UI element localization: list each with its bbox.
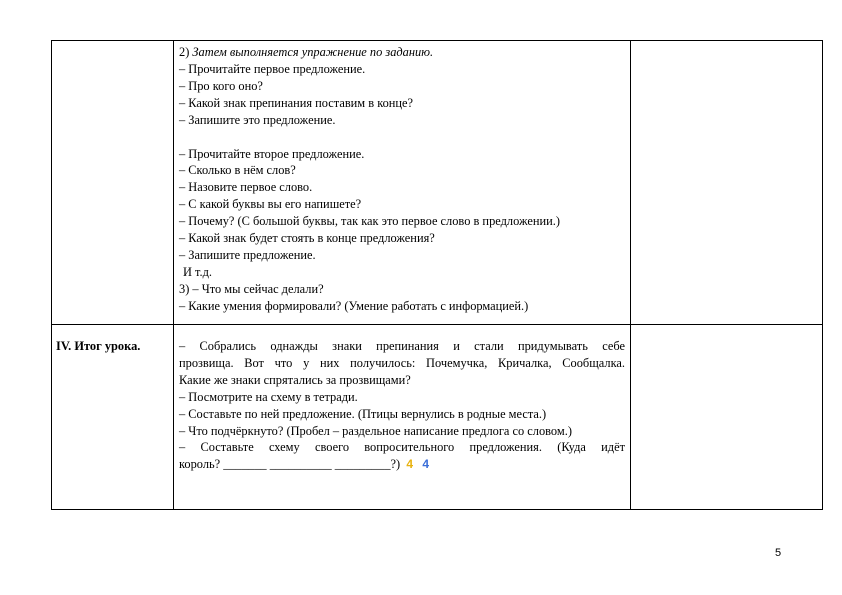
badge-yellow: 4: [406, 457, 414, 472]
teacher-activity-cell: [174, 41, 631, 325]
question-line: – Какой знак будет стоять в конце предложения?: [179, 231, 435, 246]
schema-line: [179, 456, 625, 473]
teacher-activity-cell: [174, 325, 631, 510]
lesson-plan-table: [51, 40, 823, 510]
paragraph-line: – Собрались однажды знаки препинания и стали придумывать себе: [179, 339, 625, 353]
question-line: – Сколько в нём слов?: [179, 163, 296, 178]
stage-cell: [52, 41, 174, 325]
notes-cell: [631, 325, 823, 510]
schema-text: король? _______ __________ _________?): [179, 457, 401, 472]
question-line: – Запишите предложение.: [179, 247, 316, 262]
question-line: – С какой буквы вы его напишете?: [179, 197, 362, 212]
table-row: [52, 325, 823, 510]
paragraph-line: прозвища. Вот что у них получилось: Почемучка, Кричалка, Сообщалка.: [179, 355, 625, 370]
paragraph-gap: [179, 129, 625, 146]
question-line: – Назовите первое слово.: [179, 180, 313, 195]
question-line: – Что подчёркнуто? (Пробел – раздельное написание предлога со словом.): [179, 423, 572, 438]
notes-cell: [631, 41, 823, 325]
question-line: – Про кого оно?: [179, 78, 263, 93]
schema-line: – Составьте схему своего вопросительного предложения. (Куда идёт: [179, 440, 625, 455]
stage-cell: [52, 325, 174, 510]
question-line: – Составьте по ней предложение. (Птицы вернулись в родные места.): [179, 406, 547, 421]
table-row: [52, 41, 823, 325]
question-line: – Прочитайте первое предложение.: [179, 61, 366, 76]
badge-blue: 4: [422, 457, 430, 472]
paragraph-line: Какие же знаки спрятались за прозвищами?: [179, 372, 411, 387]
step3-line: 3) – Что мы сейчас делали?: [179, 281, 324, 296]
question-line: – Запишите это предложение.: [179, 112, 336, 127]
skills-question-line: – Какие умения формировали? (Умение работать с информацией.): [179, 298, 529, 313]
section-title: IV. Итог урока.: [56, 339, 141, 353]
question-line: – Прочитайте второе предложение.: [179, 146, 365, 161]
page-number: 5: [775, 547, 782, 559]
step2-instruction: Затем выполняется упражнение по заданию.: [192, 45, 434, 59]
question-line: – Почему? (С большой буквы, так как это первое слово в предложении.): [179, 214, 560, 229]
question-line: – Какой знак препинания поставим в конце?: [179, 95, 414, 110]
step2-line: [179, 44, 625, 61]
step-number: 2): [179, 45, 193, 59]
etc-line: И т.д.: [183, 264, 213, 279]
question-line: – Посмотрите на схему в тетради.: [179, 389, 358, 404]
